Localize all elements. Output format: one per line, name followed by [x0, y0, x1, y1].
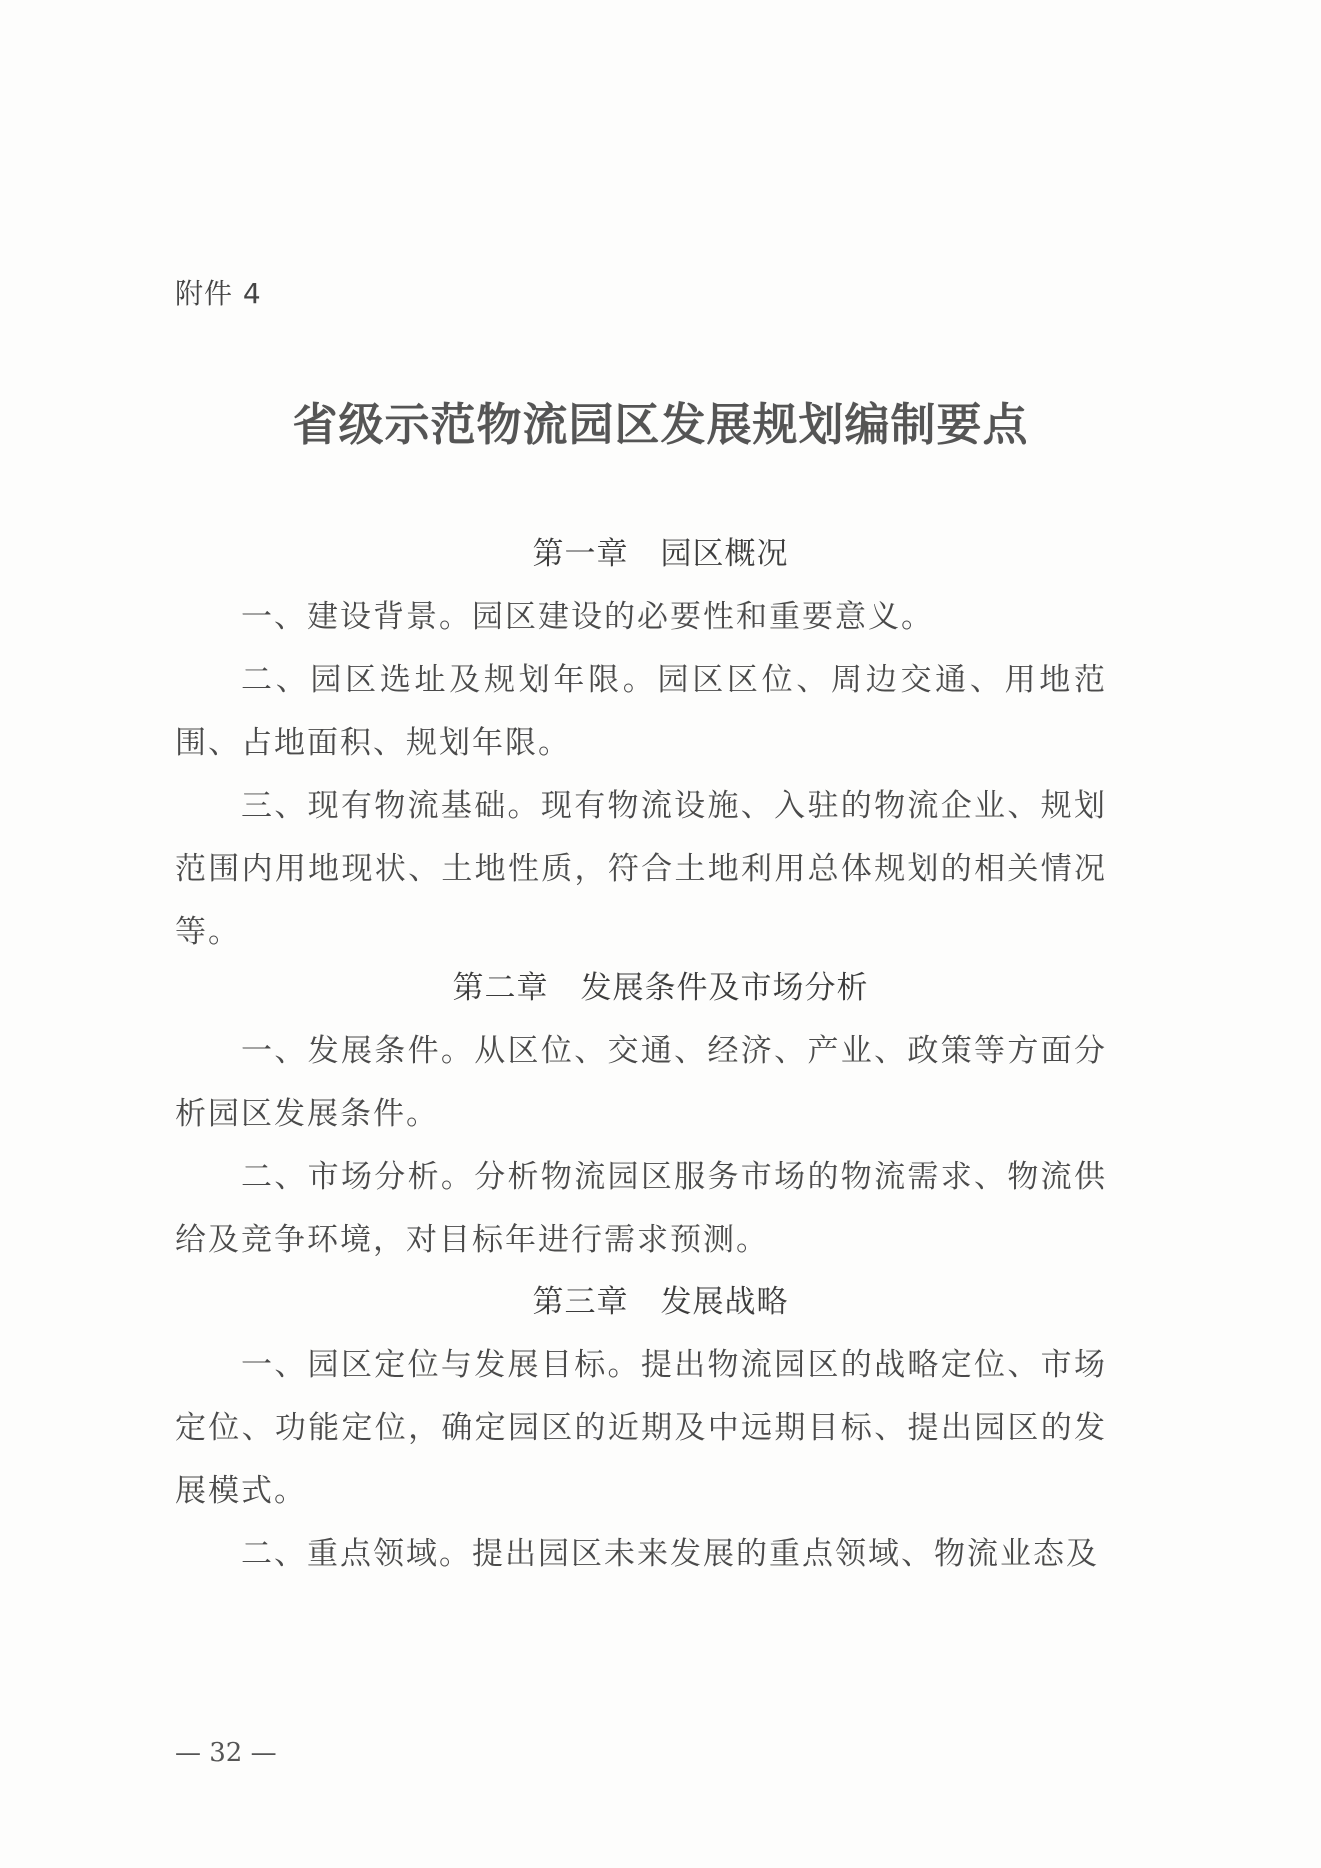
chapter-1-paragraph-3: 三、现有物流基础。现有物流设施、入驻的物流企业、规划范围内用地现状、土地性质，符合土地利用总体规划的相关情况等。	[175, 788, 1107, 950]
attachment-label: 附件 4	[175, 277, 262, 310]
chapter-3-paragraph-1: 一、园区定位与发展目标。提出物流园区的战略定位、市场定位、功能定位，确定园区的近期及中远期目标、提出园区的发展模式。	[175, 1347, 1107, 1509]
page-number: — 32 —	[175, 1738, 277, 1768]
chapter-1-paragraph-1: 一、建设背景。园区建设的必要性和重要意义。	[241, 599, 934, 635]
chapter-1-heading: 第一章 园区概况	[532, 536, 789, 572]
chapter-3-paragraph-2: 二、重点领域。提出园区未来发展的重点领域、物流业态及	[241, 1536, 1099, 1572]
chapter-2-heading: 第二章 发展条件及市场分析	[452, 970, 869, 1006]
chapter-2-paragraph-1: 一、发展条件。从区位、交通、经济、产业、政策等方面分析园区发展条件。	[175, 1033, 1107, 1132]
chapter-2-paragraph-2: 二、市场分析。分析物流园区服务市场的物流需求、物流供给及竞争环境，对目标年进行需求预测。	[175, 1159, 1107, 1258]
chapter-1-paragraph-2: 二、园区选址及规划年限。园区区位、周边交通、用地范围、占地面积、规划年限。	[175, 662, 1107, 761]
chapter-3-heading: 第三章 发展战略	[532, 1284, 789, 1320]
document-title: 省级示范物流园区发展规划编制要点	[292, 398, 1029, 451]
